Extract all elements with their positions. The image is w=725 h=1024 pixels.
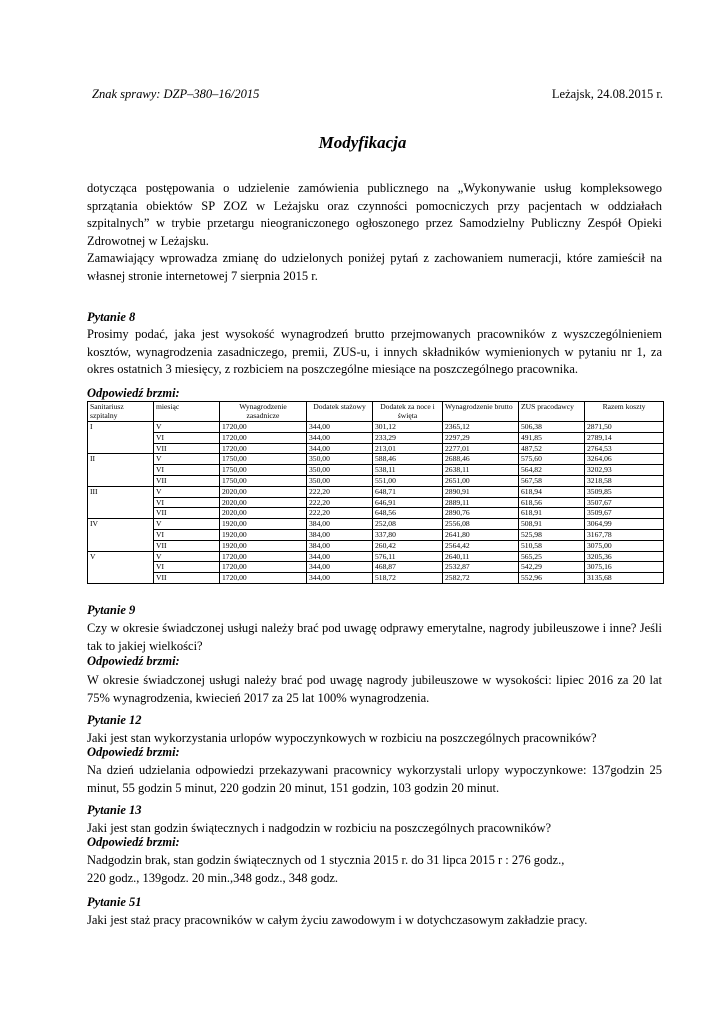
table-cell: 301,12 <box>373 422 443 433</box>
table-cell: 222,20 <box>307 497 373 508</box>
table-cell: 552,96 <box>519 573 585 584</box>
table-cell: VII <box>154 508 220 519</box>
table-row <box>88 443 664 454</box>
table-cell: 1720,00 <box>220 443 307 454</box>
table-header-cell: Wynagrodzenie brutto <box>443 402 519 422</box>
table-cell: 491,85 <box>519 432 585 443</box>
table-cell: 2889,11 <box>443 497 519 508</box>
page-title: Modyfikacja <box>318 133 407 152</box>
table-cell: V <box>154 454 220 465</box>
question-12-heading: Pytanie 12 <box>87 713 142 727</box>
table-cell: VII <box>154 540 220 551</box>
table-cell: V <box>154 519 220 530</box>
table-cell <box>88 508 154 519</box>
table-cell: 567,58 <box>519 475 585 486</box>
table-row <box>88 551 664 562</box>
table-cell: 1750,00 <box>220 454 307 465</box>
table-cell <box>88 497 154 508</box>
table-cell: 3205,36 <box>585 551 664 562</box>
table-cell: 350,00 <box>307 475 373 486</box>
table-cell <box>88 432 154 443</box>
question-51-text: Jaki jest staż pracy pracowników w całym życiu zawodowym i w dotychczasowym zakładzie pracy. <box>87 913 588 927</box>
table-cell: 618,56 <box>519 497 585 508</box>
table-cell: I <box>88 422 154 433</box>
table-cell: 508,91 <box>519 519 585 530</box>
table-cell: 2890,76 <box>443 508 519 519</box>
table-cell: 344,00 <box>307 573 373 584</box>
table-cell: 3264,06 <box>585 454 664 465</box>
question-12-text: Jaki jest stan wykorzystania urlopów wypoczynkowych w rozbiciu na poszczególnych pracowników? <box>87 731 597 745</box>
table-cell: 252,08 <box>373 519 443 530</box>
table-cell: VII <box>154 475 220 486</box>
table-cell: II <box>88 454 154 465</box>
table-cell: VI <box>154 562 220 573</box>
table-cell: 1720,00 <box>220 432 307 443</box>
table-cell: 551,00 <box>373 475 443 486</box>
table-cell: 344,00 <box>307 432 373 443</box>
table-cell: 344,00 <box>307 562 373 573</box>
table-row <box>88 465 664 476</box>
table-cell: 525,98 <box>519 529 585 540</box>
table-cell: 2638,11 <box>443 465 519 476</box>
table-cell: 3135,68 <box>585 573 664 584</box>
table-cell: 1720,00 <box>220 573 307 584</box>
table-cell: 564,82 <box>519 465 585 476</box>
place-date: Leżajsk, 24.08.2015 r. <box>551 87 663 101</box>
table-cell: 2582,72 <box>443 573 519 584</box>
table-cell: 2020,00 <box>220 486 307 497</box>
table-cell: 337,80 <box>373 529 443 540</box>
table-cell: VI <box>154 529 220 540</box>
table-cell: 1920,00 <box>220 519 307 530</box>
table-cell: 2651,00 <box>443 475 519 486</box>
table-header-cell: Wynagrodzenie zasadnicze <box>220 402 307 422</box>
table-cell: 260,42 <box>373 540 443 551</box>
table-header-cell: Sanitariusz szpitalny <box>88 402 154 422</box>
table-cell: 2532,87 <box>443 562 519 573</box>
table-cell: 2641,80 <box>443 529 519 540</box>
table-cell: 2365,12 <box>443 422 519 433</box>
case-number: Znak sprawy: DZP–380–16/2015 <box>92 87 260 101</box>
table-cell: 1750,00 <box>220 465 307 476</box>
table-cell: 3509,85 <box>585 486 664 497</box>
table-cell: 3218,58 <box>585 475 664 486</box>
table-cell: 1720,00 <box>220 562 307 573</box>
question-9-heading: Pytanie 9 <box>87 603 136 617</box>
question-51-heading: Pytanie 51 <box>87 895 142 909</box>
table-cell: 1720,00 <box>220 551 307 562</box>
table-row <box>88 519 664 530</box>
table-row <box>88 454 664 465</box>
table-cell: 2277,01 <box>443 443 519 454</box>
table-cell: 3507,67 <box>585 497 664 508</box>
table-cell: IV <box>88 519 154 530</box>
table-cell: 344,00 <box>307 422 373 433</box>
table-cell: 222,20 <box>307 486 373 497</box>
table-cell: 2789,14 <box>585 432 664 443</box>
table-cell: V <box>154 422 220 433</box>
table-cell: 344,00 <box>307 551 373 562</box>
table-cell: VII <box>154 573 220 584</box>
question-13-heading: Pytanie 13 <box>87 803 142 817</box>
table-cell: 3509,67 <box>585 508 664 519</box>
table-cell <box>88 529 154 540</box>
table-header-cell: Dodatek stażowy <box>307 402 373 422</box>
table-cell: VI <box>154 497 220 508</box>
table-cell: 384,00 <box>307 540 373 551</box>
table-cell <box>88 573 154 584</box>
table-cell: 384,00 <box>307 529 373 540</box>
table-header-cell: ZUS pracodawcy <box>519 402 585 422</box>
table-cell: V <box>88 551 154 562</box>
table-cell: 487,52 <box>519 443 585 454</box>
table-cell: 510,58 <box>519 540 585 551</box>
table-cell: 518,72 <box>373 573 443 584</box>
question-12-answer-heading: Odpowiedź brzmi: <box>87 745 180 759</box>
table-cell: 350,00 <box>307 465 373 476</box>
table-header-cell: Razem koszty <box>585 402 664 422</box>
question-8-heading: Pytanie 8 <box>87 310 136 324</box>
table-cell: 618,91 <box>519 508 585 519</box>
table-cell: 3075,16 <box>585 562 664 573</box>
table-cell: 3167,78 <box>585 529 664 540</box>
table-cell: 2297,29 <box>443 432 519 443</box>
question-13-answer-line-2: 220 godz., 139godz. 20 min.,348 godz., 348 godz. <box>87 871 339 885</box>
table-row <box>88 422 664 433</box>
table-row <box>88 573 664 584</box>
table-row <box>88 529 664 540</box>
intro-paragraph: dotycząca postępowania o udzielenie zamówienia publicznego na „Wykonywanie usług kompleksowego sprzątania obiektów SP ZOZ w Leżajsku oraz czynności pomocniczych przy pacjentach w oddziałach szpitalnych” w trybie przetargu nieograniczonego ogłoszonego przez Samodzielny Publiczny Zespół Opieki Zdrowotnej w Leżajsku. <box>87 181 662 248</box>
table-cell: 2020,00 <box>220 508 307 519</box>
table-cell: 3064,99 <box>585 519 664 530</box>
table-cell: 1920,00 <box>220 529 307 540</box>
table-header-cell: Dodatek za noce i święta <box>373 402 443 422</box>
table-row <box>88 475 664 486</box>
table-cell: 648,71 <box>373 486 443 497</box>
table-cell: 384,00 <box>307 519 373 530</box>
table-cell: 3075,00 <box>585 540 664 551</box>
table-row <box>88 497 664 508</box>
table-cell: 576,11 <box>373 551 443 562</box>
table-cell: 213,01 <box>373 443 443 454</box>
table-body <box>88 422 664 584</box>
table-cell: 618,94 <box>519 486 585 497</box>
table-header-cell: miesiąc <box>154 402 220 422</box>
table-cell: 565,25 <box>519 551 585 562</box>
table-cell: 2564,42 <box>443 540 519 551</box>
table-cell: VI <box>154 432 220 443</box>
question-9-answer-heading: Odpowiedź brzmi: <box>87 654 180 668</box>
table-cell: 1920,00 <box>220 540 307 551</box>
table-cell <box>88 540 154 551</box>
table-cell: 233,29 <box>373 432 443 443</box>
table-cell: 2890,91 <box>443 486 519 497</box>
table-cell: 542,29 <box>519 562 585 573</box>
table-cell: VI <box>154 465 220 476</box>
table-cell: 538,11 <box>373 465 443 476</box>
table-cell: 2020,00 <box>220 497 307 508</box>
table-cell: 2764,53 <box>585 443 664 454</box>
table-cell <box>88 443 154 454</box>
table-cell: 588,46 <box>373 454 443 465</box>
table-cell: 222,20 <box>307 508 373 519</box>
table-cell: 506,38 <box>519 422 585 433</box>
table-cell: 3202,93 <box>585 465 664 476</box>
table-row <box>88 540 664 551</box>
table-cell: V <box>154 551 220 562</box>
question-9-text: Czy w okresie świadczonej usługi należy brać pod uwagę odprawy emerytalne, nagrody jubileuszowe i inne? Jeśli tak to jakiej wielkości? <box>87 621 662 653</box>
table-row <box>88 508 664 519</box>
change-notice-paragraph: Zamawiający wprowadza zmianę do udzielonych poniżej pytań z zachowaniem numeracji, które zamieścił na własnej stronie internetowej 7 sierpnia 2015 r. <box>87 251 662 283</box>
table-cell: 648,56 <box>373 508 443 519</box>
table-cell: 646,91 <box>373 497 443 508</box>
table-cell: 1750,00 <box>220 475 307 486</box>
table-cell <box>88 475 154 486</box>
table-cell: 2688,46 <box>443 454 519 465</box>
table-cell: 468,87 <box>373 562 443 573</box>
question-8-answer-heading: Odpowiedź brzmi: <box>87 386 180 400</box>
table-cell <box>88 465 154 476</box>
table-cell: 2871,50 <box>585 422 664 433</box>
table-cell <box>88 562 154 573</box>
table-row <box>88 432 664 443</box>
table-cell: 575,60 <box>519 454 585 465</box>
table-row <box>88 486 664 497</box>
question-13-answer-line-1: Nadgodzin brak, stan godzin świątecznych od 1 stycznia 2015 r. do 31 lipca 2015 r : 276 godz., <box>87 853 565 867</box>
table-cell: V <box>154 486 220 497</box>
table-cell: 2556,08 <box>443 519 519 530</box>
question-13-text: Jaki jest stan godzin świątecznych i nadgodzin w rozbiciu na poszczególnych pracowników? <box>87 821 552 835</box>
table-cell: 1720,00 <box>220 422 307 433</box>
question-9-answer: W okresie świadczonej usługi należy brać pod uwagę nagrody jubileuszowe w wysokości: lipiec 2016 za 20 lat 75% wynagrodzenia, kwiecień 2017 za 25 lat 100% wynagrodzenia. <box>87 673 662 705</box>
question-13-answer-heading: Odpowiedź brzmi: <box>87 835 180 849</box>
table-cell: VII <box>154 443 220 454</box>
table-cell: III <box>88 486 154 497</box>
question-8-text: Prosimy podać, jaka jest wysokość wynagrodzeń brutto przejmowanych pracowników z wyszczególnieniem kosztów, wynagrodzenia zasadniczego, premii, ZUS-u, i innych składników wymienionych w pytaniu nr 1, za okres ostatnich 3 miesięcy, z rozbiciem na poszczególne miesiące na poszczególnego pracownika. <box>87 327 662 376</box>
table-cell: 344,00 <box>307 443 373 454</box>
table-cell: 350,00 <box>307 454 373 465</box>
salary-table <box>87 401 664 584</box>
table-row <box>88 562 664 573</box>
table-cell: 2640,11 <box>443 551 519 562</box>
question-12-answer: Na dzień udzielania odpowiedzi przekazywani pracownicy wykorzystali urlopy wypoczynkowe: 137godzin 25 minut, 55 godzin 5 minut, 220 godzin 20 minut, 151 godzin, 103 godzin 20 minut. <box>87 763 662 795</box>
table-header-row <box>88 402 664 422</box>
